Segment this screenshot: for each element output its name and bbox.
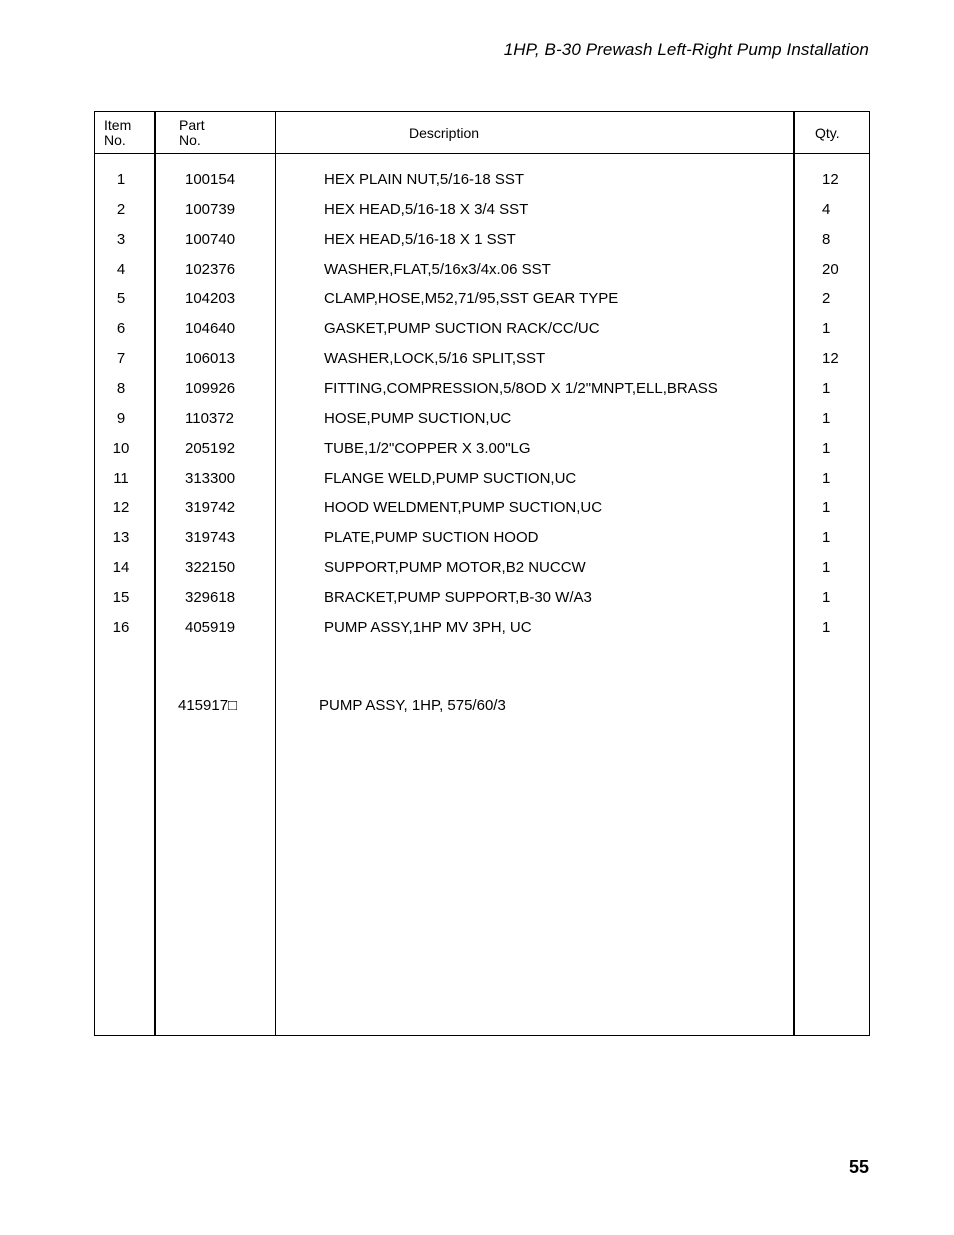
item-cell: 8 [116,379,126,397]
header-item-no [104,118,131,148]
extra-part-number: 415917□ [178,697,238,714]
table-row [95,290,869,310]
description-cell: HOSE,PUMP SUCTION,UC [324,409,512,427]
part-number-cell: 106013 [185,350,236,368]
qty-cell: 20 [822,260,839,278]
part-number-cell: 329618 [185,588,236,606]
item-cell: 10 [112,439,130,457]
item-cell: 7 [116,350,126,368]
item-cell: 2 [116,200,126,218]
header-item-line1: Item [104,117,132,133]
item-cell: 16 [112,618,130,636]
part-number-cell: 104640 [185,320,236,338]
qty-cell: 1 [822,588,831,606]
qty-cell: 1 [822,320,831,338]
item-cell: 3 [116,230,126,248]
table-row [95,201,869,221]
table-row [95,529,869,549]
item-cell: 12 [112,499,130,517]
item-cell: 13 [112,529,130,547]
description-cell: HOOD WELDMENT,PUMP SUCTION,UC [324,499,603,517]
description-cell: FITTING,COMPRESSION,5/8OD X 1/2"MNPT,ELL,BRASS [324,379,718,397]
header-part-no [179,118,205,148]
qty-cell: 8 [822,230,831,248]
description-cell: GASKET,PUMP SUCTION RACK/CC/UC [324,320,600,338]
extra-description: PUMP ASSY, 1HP, 575/60/3 [319,697,506,714]
part-number-cell: 109926 [185,379,236,397]
table-row [95,410,869,430]
description-cell: BRACKET,PUMP SUPPORT,B-30 W/A3 [324,588,592,606]
item-cell: 6 [116,320,126,338]
part-number-cell: 100740 [185,230,236,248]
qty-cell: 1 [822,618,831,636]
description-cell: WASHER,FLAT,5/16x3/4x.06 SST [324,260,551,278]
description-cell: FLANGE WELD,PUMP SUCTION,UC [324,469,577,487]
description-cell: WASHER,LOCK,5/16 SPLIT,SST [324,350,546,368]
part-number-cell: 110372 [185,409,234,427]
item-cell: 15 [112,588,130,606]
qty-cell: 2 [822,290,831,308]
part-number-cell: 100739 [185,200,236,218]
header-part-line2: No. [179,132,201,148]
description-cell: PUMP ASSY,1HP MV 3PH, UC [324,618,532,636]
table-row [95,619,869,639]
part-number-cell: 322150 [185,559,236,577]
part-number-cell: 313300 [185,469,236,487]
item-cell: 1 [116,171,126,188]
item-cell: 11 [113,469,129,487]
description-cell: CLAMP,HOSE,M52,71/95,SST GEAR TYPE [324,290,619,308]
part-number-cell: 405919 [185,618,236,636]
qty-cell: 1 [822,469,831,487]
description-cell: HEX HEAD,5/16-18 X 3/4 SST [324,200,529,218]
table-row [95,350,869,370]
item-cell: 9 [116,409,126,427]
qty-cell: 1 [822,379,831,397]
table-row [95,320,869,340]
parts-table [94,111,870,1036]
table-row [95,231,869,251]
description-cell: SUPPORT,PUMP MOTOR,B2 NUCCW [324,559,586,577]
table-row [95,559,869,579]
qty-cell: 1 [822,439,831,457]
qty-cell: 1 [822,409,831,427]
table-row [95,380,869,400]
table-row [95,261,869,281]
header-divider [95,153,869,154]
part-number-cell: 319742 [185,499,236,517]
item-cell: 4 [116,260,126,278]
part-number-cell: 205192 [185,439,236,457]
description-cell: TUBE,1/2"COPPER X 3.00"LG [324,439,531,457]
qty-cell: 1 [822,499,831,517]
header-qty: Qty. [815,125,840,141]
table-row [95,470,869,490]
qty-cell: 1 [822,559,831,577]
description-cell: HEX PLAIN NUT,5/16-18 SST [324,171,525,188]
description-cell: HEX HEAD,5/16-18 X 1 SST [324,230,516,248]
part-number-cell: 319743 [185,529,236,547]
qty-cell: 12 [822,171,839,188]
page-header-title: 1HP, B-30 Prewash Left-Right Pump Installation [503,40,869,59]
part-number-cell: 102376 [185,260,236,278]
header-item-line2: No. [104,132,126,148]
part-number-cell: 104203 [185,290,236,308]
table-row [95,440,869,460]
qty-cell: 4 [822,200,831,218]
item-cell: 14 [112,559,130,577]
table-row [95,499,869,519]
description-cell: PLATE,PUMP SUCTION HOOD [324,529,539,547]
qty-cell: 1 [822,529,831,547]
table-row [95,589,869,609]
table-row [95,171,869,191]
header-part-line1: Part [179,117,205,133]
header-description: Description [409,125,480,141]
page-number: 55 [848,1157,869,1177]
qty-cell: 12 [822,350,839,368]
item-cell: 5 [116,290,126,308]
part-number-cell: 100154 [185,171,236,188]
